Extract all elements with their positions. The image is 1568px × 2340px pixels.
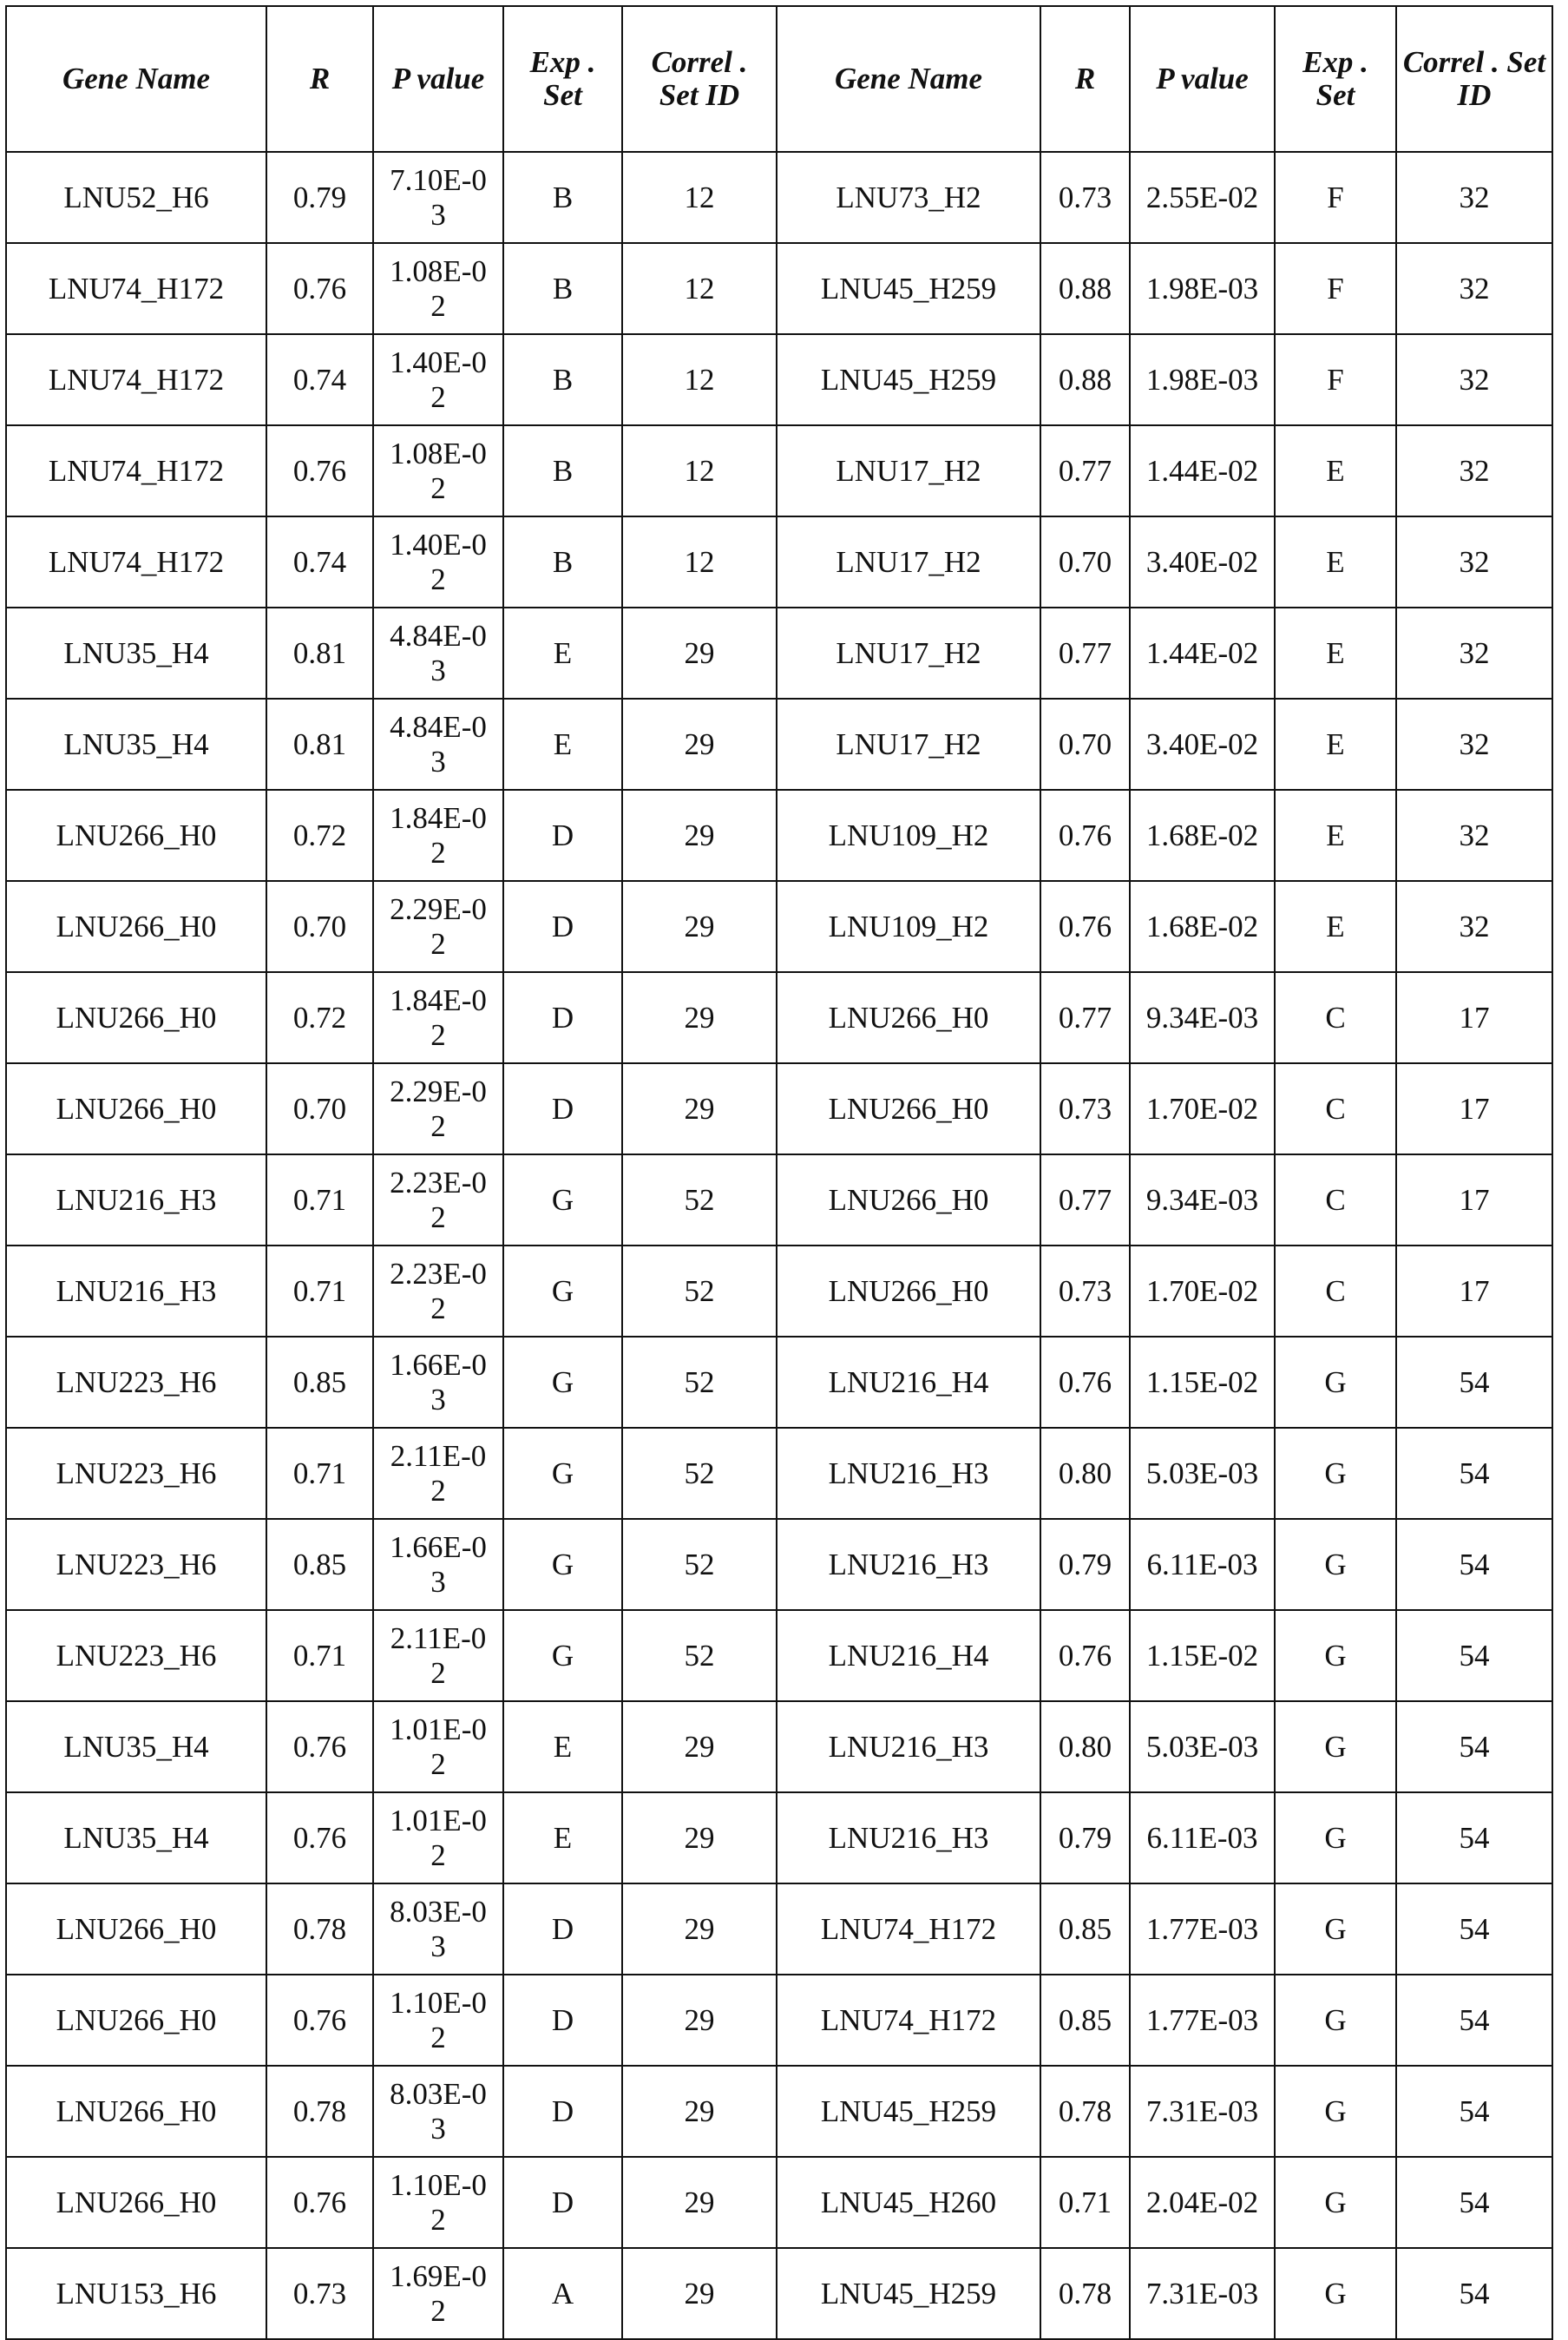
cell-p-value: 1.77E-03: [1130, 1883, 1275, 1975]
cell-exp-set: D: [503, 2157, 622, 2248]
cell-r-value: 0.76: [1040, 1610, 1130, 1701]
table-row: [6, 152, 1552, 243]
table-row: [6, 790, 1552, 881]
cell-exp-set: E: [503, 1792, 622, 1883]
cell-gene-name: LNU216_H3: [777, 1428, 1040, 1519]
cell-exp-set: C: [1275, 1154, 1396, 1246]
cell-p-value: 2.23E-02: [373, 1246, 503, 1337]
cell-correl-set-id: 52: [622, 1246, 777, 1337]
cell-r-value: 0.71: [1040, 2157, 1130, 2248]
header-r-value: R: [266, 6, 373, 152]
cell-p-value: 1.70E-02: [1130, 1246, 1275, 1337]
cell-correl-set-id: 32: [1396, 699, 1552, 790]
cell-r-value: 0.88: [1040, 243, 1130, 334]
cell-p-value: 9.34E-03: [1130, 1154, 1275, 1246]
cell-p-value: 1.44E-02: [1130, 425, 1275, 516]
header-exp-set: Exp . Set: [1275, 6, 1396, 152]
cell-r-value: 0.78: [1040, 2066, 1130, 2157]
cell-gene-name: LNU17_H2: [777, 425, 1040, 516]
header-p-value: P value: [1130, 6, 1275, 152]
cell-gene-name: LNU74_H172: [6, 334, 266, 425]
table-row: [6, 425, 1552, 516]
cell-r-value: 0.85: [1040, 1883, 1130, 1975]
header-exp-set: Exp . Set: [503, 6, 622, 152]
cell-correl-set-id: 17: [1396, 972, 1552, 1063]
cell-r-value: 0.88: [1040, 334, 1130, 425]
cell-p-value: 2.23E-02: [373, 1154, 503, 1246]
cell-exp-set: G: [1275, 2157, 1396, 2248]
cell-p-value: 2.29E-02: [373, 881, 503, 972]
cell-exp-set: B: [503, 152, 622, 243]
cell-r-value: 0.71: [266, 1154, 373, 1246]
cell-correl-set-id: 17: [1396, 1063, 1552, 1154]
table-row: [6, 1883, 1552, 1975]
table-row: [6, 1701, 1552, 1792]
cell-r-value: 0.76: [266, 243, 373, 334]
cell-r-value: 0.76: [1040, 790, 1130, 881]
cell-gene-name: LNU266_H0: [6, 790, 266, 881]
cell-p-value: 2.11E-02: [373, 1610, 503, 1701]
cell-gene-name: LNU216_H4: [777, 1337, 1040, 1428]
cell-exp-set: E: [503, 1701, 622, 1792]
cell-gene-name: LNU153_H6: [6, 2248, 266, 2339]
cell-gene-name: LNU266_H0: [777, 972, 1040, 1063]
gene-correlation-table: [5, 5, 1553, 2340]
table-row: [6, 1519, 1552, 1610]
cell-r-value: 0.81: [266, 699, 373, 790]
cell-r-value: 0.78: [266, 2066, 373, 2157]
cell-p-value: 5.03E-03: [1130, 1428, 1275, 1519]
cell-r-value: 0.77: [1040, 1154, 1130, 1246]
cell-r-value: 0.71: [266, 1610, 373, 1701]
cell-r-value: 0.77: [1040, 425, 1130, 516]
cell-p-value: 1.15E-02: [1130, 1610, 1275, 1701]
cell-exp-set: B: [503, 516, 622, 608]
cell-p-value: 1.66E-03: [373, 1337, 503, 1428]
cell-r-value: 0.76: [266, 1975, 373, 2066]
cell-r-value: 0.70: [1040, 516, 1130, 608]
cell-p-value: 1.08E-02: [373, 243, 503, 334]
cell-r-value: 0.76: [266, 2157, 373, 2248]
cell-exp-set: G: [1275, 1337, 1396, 1428]
cell-p-value: 1.84E-02: [373, 790, 503, 881]
cell-correl-set-id: 54: [1396, 1519, 1552, 1610]
cell-gene-name: LNU266_H0: [777, 1063, 1040, 1154]
cell-gene-name: LNU74_H172: [777, 1975, 1040, 2066]
cell-correl-set-id: 32: [1396, 152, 1552, 243]
cell-exp-set: G: [1275, 2248, 1396, 2339]
cell-gene-name: LNU266_H0: [6, 1975, 266, 2066]
table-row: [6, 881, 1552, 972]
cell-exp-set: D: [503, 1063, 622, 1154]
header-correl-set-id: Correl . Set ID: [622, 6, 777, 152]
table-row: [6, 2066, 1552, 2157]
cell-gene-name: LNU73_H2: [777, 152, 1040, 243]
cell-r-value: 0.70: [1040, 699, 1130, 790]
cell-exp-set: G: [1275, 1428, 1396, 1519]
cell-p-value: 5.03E-03: [1130, 1701, 1275, 1792]
cell-p-value: 2.55E-02: [1130, 152, 1275, 243]
cell-exp-set: F: [1275, 334, 1396, 425]
cell-r-value: 0.76: [266, 1792, 373, 1883]
cell-gene-name: LNU223_H6: [6, 1428, 266, 1519]
cell-correl-set-id: 29: [622, 1883, 777, 1975]
cell-gene-name: LNU223_H6: [6, 1519, 266, 1610]
table-row: [6, 2157, 1552, 2248]
cell-correl-set-id: 32: [1396, 790, 1552, 881]
cell-r-value: 0.79: [1040, 1519, 1130, 1610]
cell-exp-set: G: [503, 1610, 622, 1701]
cell-gene-name: LNU266_H0: [6, 881, 266, 972]
cell-correl-set-id: 32: [1396, 425, 1552, 516]
cell-r-value: 0.73: [1040, 1246, 1130, 1337]
cell-exp-set: D: [503, 1975, 622, 2066]
table-row: [6, 1428, 1552, 1519]
cell-p-value: 1.01E-02: [373, 1792, 503, 1883]
cell-p-value: 1.40E-02: [373, 516, 503, 608]
cell-p-value: 7.10E-03: [373, 152, 503, 243]
cell-exp-set: G: [503, 1246, 622, 1337]
cell-exp-set: D: [503, 2066, 622, 2157]
cell-exp-set: E: [503, 699, 622, 790]
cell-gene-name: LNU74_H172: [6, 243, 266, 334]
cell-r-value: 0.80: [1040, 1701, 1130, 1792]
cell-gene-name: LNU45_H259: [777, 243, 1040, 334]
cell-exp-set: D: [503, 881, 622, 972]
cell-r-value: 0.78: [266, 1883, 373, 1975]
cell-correl-set-id: 32: [1396, 881, 1552, 972]
table-row: [6, 1792, 1552, 1883]
cell-correl-set-id: 12: [622, 243, 777, 334]
cell-gene-name: LNU266_H0: [6, 972, 266, 1063]
table-row: [6, 1154, 1552, 1246]
cell-correl-set-id: 52: [622, 1428, 777, 1519]
cell-gene-name: LNU74_H172: [777, 1883, 1040, 1975]
cell-p-value: 4.84E-03: [373, 608, 503, 699]
cell-correl-set-id: 17: [1396, 1154, 1552, 1246]
cell-r-value: 0.77: [1040, 972, 1130, 1063]
cell-exp-set: A: [503, 2248, 622, 2339]
cell-r-value: 0.80: [1040, 1428, 1130, 1519]
cell-correl-set-id: 29: [622, 1792, 777, 1883]
cell-exp-set: D: [503, 972, 622, 1063]
cell-r-value: 0.74: [266, 516, 373, 608]
cell-correl-set-id: 12: [622, 425, 777, 516]
cell-gene-name: LNU216_H3: [777, 1701, 1040, 1792]
cell-correl-set-id: 29: [622, 790, 777, 881]
cell-exp-set: F: [1275, 152, 1396, 243]
table-row: [6, 699, 1552, 790]
cell-gene-name: LNU45_H260: [777, 2157, 1040, 2248]
table-row: [6, 1063, 1552, 1154]
table-row: [6, 1337, 1552, 1428]
cell-gene-name: LNU45_H259: [777, 2248, 1040, 2339]
table-row: [6, 1975, 1552, 2066]
cell-p-value: 2.11E-02: [373, 1428, 503, 1519]
cell-r-value: 0.85: [266, 1337, 373, 1428]
cell-gene-name: LNU45_H259: [777, 2066, 1040, 2157]
cell-correl-set-id: 52: [622, 1337, 777, 1428]
cell-exp-set: B: [503, 425, 622, 516]
cell-r-value: 0.72: [266, 972, 373, 1063]
cell-correl-set-id: 12: [622, 516, 777, 608]
cell-gene-name: LNU223_H6: [6, 1610, 266, 1701]
cell-gene-name: LNU216_H3: [6, 1154, 266, 1246]
cell-p-value: 9.34E-03: [1130, 972, 1275, 1063]
cell-exp-set: E: [1275, 699, 1396, 790]
cell-gene-name: LNU45_H259: [777, 334, 1040, 425]
cell-exp-set: E: [1275, 881, 1396, 972]
table-row: [6, 243, 1552, 334]
cell-correl-set-id: 54: [1396, 1792, 1552, 1883]
cell-gene-name: LNU223_H6: [6, 1337, 266, 1428]
cell-p-value: 4.84E-03: [373, 699, 503, 790]
cell-r-value: 0.76: [1040, 881, 1130, 972]
cell-correl-set-id: 54: [1396, 1883, 1552, 1975]
cell-gene-name: LNU216_H3: [777, 1792, 1040, 1883]
header-gene-name: Gene Name: [6, 6, 266, 152]
cell-p-value: 6.11E-03: [1130, 1792, 1275, 1883]
cell-correl-set-id: 54: [1396, 1610, 1552, 1701]
cell-exp-set: D: [503, 1883, 622, 1975]
cell-r-value: 0.77: [1040, 608, 1130, 699]
cell-r-value: 0.76: [266, 1701, 373, 1792]
cell-gene-name: LNU109_H2: [777, 881, 1040, 972]
table-row: [6, 608, 1552, 699]
cell-correl-set-id: 32: [1396, 516, 1552, 608]
cell-exp-set: G: [1275, 1792, 1396, 1883]
cell-correl-set-id: 54: [1396, 1337, 1552, 1428]
cell-exp-set: G: [503, 1154, 622, 1246]
cell-exp-set: C: [1275, 972, 1396, 1063]
cell-p-value: 1.84E-02: [373, 972, 503, 1063]
cell-r-value: 0.79: [1040, 1792, 1130, 1883]
header-p-value: P value: [373, 6, 503, 152]
cell-p-value: 2.29E-02: [373, 1063, 503, 1154]
cell-exp-set: G: [1275, 1701, 1396, 1792]
cell-exp-set: G: [1275, 1610, 1396, 1701]
cell-gene-name: LNU17_H2: [777, 699, 1040, 790]
table-row: [6, 972, 1552, 1063]
cell-r-value: 0.81: [266, 608, 373, 699]
cell-correl-set-id: 29: [622, 1063, 777, 1154]
cell-exp-set: E: [1275, 608, 1396, 699]
cell-exp-set: D: [503, 790, 622, 881]
cell-r-value: 0.79: [266, 152, 373, 243]
cell-exp-set: E: [1275, 790, 1396, 881]
cell-exp-set: C: [1275, 1246, 1396, 1337]
cell-correl-set-id: 29: [622, 2157, 777, 2248]
cell-correl-set-id: 29: [622, 699, 777, 790]
cell-p-value: 1.10E-02: [373, 2157, 503, 2248]
cell-exp-set: G: [503, 1519, 622, 1610]
cell-gene-name: LNU17_H2: [777, 516, 1040, 608]
cell-correl-set-id: 54: [1396, 2066, 1552, 2157]
cell-exp-set: B: [503, 334, 622, 425]
cell-r-value: 0.76: [266, 425, 373, 516]
cell-gene-name: LNU74_H172: [6, 425, 266, 516]
cell-gene-name: LNU266_H0: [6, 2157, 266, 2248]
cell-correl-set-id: 32: [1396, 608, 1552, 699]
cell-gene-name: LNU216_H3: [6, 1246, 266, 1337]
cell-gene-name: LNU17_H2: [777, 608, 1040, 699]
cell-exp-set: G: [1275, 1519, 1396, 1610]
cell-p-value: 1.01E-02: [373, 1701, 503, 1792]
cell-r-value: 0.76: [1040, 1337, 1130, 1428]
cell-p-value: 1.69E-02: [373, 2248, 503, 2339]
cell-gene-name: LNU52_H6: [6, 152, 266, 243]
cell-exp-set: C: [1275, 1063, 1396, 1154]
cell-correl-set-id: 54: [1396, 1701, 1552, 1792]
cell-correl-set-id: 29: [622, 881, 777, 972]
cell-correl-set-id: 54: [1396, 2248, 1552, 2339]
cell-exp-set: E: [503, 608, 622, 699]
table-row: [6, 2248, 1552, 2339]
cell-exp-set: G: [1275, 2066, 1396, 2157]
cell-gene-name: LNU74_H172: [6, 516, 266, 608]
cell-p-value: 1.66E-03: [373, 1519, 503, 1610]
table-row: [6, 334, 1552, 425]
cell-r-value: 0.73: [1040, 152, 1130, 243]
cell-gene-name: LNU35_H4: [6, 608, 266, 699]
cell-r-value: 0.72: [266, 790, 373, 881]
cell-p-value: 1.15E-02: [1130, 1337, 1275, 1428]
cell-exp-set: G: [503, 1337, 622, 1428]
cell-correl-set-id: 54: [1396, 2157, 1552, 2248]
cell-p-value: 1.98E-03: [1130, 243, 1275, 334]
cell-r-value: 0.74: [266, 334, 373, 425]
cell-correl-set-id: 12: [622, 334, 777, 425]
cell-exp-set: E: [1275, 425, 1396, 516]
table-row: [6, 516, 1552, 608]
cell-p-value: 8.03E-03: [373, 1883, 503, 1975]
cell-p-value: 1.68E-02: [1130, 790, 1275, 881]
cell-gene-name: LNU216_H4: [777, 1610, 1040, 1701]
cell-r-value: 0.78: [1040, 2248, 1130, 2339]
cell-exp-set: G: [503, 1428, 622, 1519]
cell-gene-name: LNU266_H0: [6, 2066, 266, 2157]
cell-correl-set-id: 29: [622, 608, 777, 699]
cell-r-value: 0.85: [1040, 1975, 1130, 2066]
table-row: [6, 1610, 1552, 1701]
cell-exp-set: E: [1275, 516, 1396, 608]
cell-p-value: 7.31E-03: [1130, 2066, 1275, 2157]
cell-r-value: 0.70: [266, 1063, 373, 1154]
cell-exp-set: B: [503, 243, 622, 334]
cell-correl-set-id: 29: [622, 1701, 777, 1792]
cell-correl-set-id: 52: [622, 1154, 777, 1246]
cell-p-value: 1.98E-03: [1130, 334, 1275, 425]
cell-correl-set-id: 29: [622, 2248, 777, 2339]
header-r-value: R: [1040, 6, 1130, 152]
cell-correl-set-id: 54: [1396, 1975, 1552, 2066]
cell-r-value: 0.73: [1040, 1063, 1130, 1154]
cell-gene-name: LNU266_H0: [777, 1246, 1040, 1337]
cell-correl-set-id: 32: [1396, 243, 1552, 334]
cell-p-value: 1.77E-03: [1130, 1975, 1275, 2066]
cell-p-value: 1.68E-02: [1130, 881, 1275, 972]
cell-p-value: 1.10E-02: [373, 1975, 503, 2066]
cell-gene-name: LNU35_H4: [6, 699, 266, 790]
cell-correl-set-id: 52: [622, 1610, 777, 1701]
cell-correl-set-id: 29: [622, 972, 777, 1063]
cell-p-value: 1.08E-02: [373, 425, 503, 516]
cell-gene-name: LNU266_H0: [6, 1063, 266, 1154]
cell-correl-set-id: 54: [1396, 1428, 1552, 1519]
cell-r-value: 0.73: [266, 2248, 373, 2339]
cell-gene-name: LNU266_H0: [777, 1154, 1040, 1246]
cell-exp-set: G: [1275, 1883, 1396, 1975]
cell-exp-set: F: [1275, 243, 1396, 334]
cell-p-value: 3.40E-02: [1130, 516, 1275, 608]
header-correl-set-id: Correl . Set ID: [1396, 6, 1552, 152]
header-row: [6, 6, 1552, 152]
cell-gene-name: LNU35_H4: [6, 1792, 266, 1883]
cell-correl-set-id: 32: [1396, 334, 1552, 425]
cell-correl-set-id: 29: [622, 1975, 777, 2066]
cell-p-value: 6.11E-03: [1130, 1519, 1275, 1610]
cell-p-value: 2.04E-02: [1130, 2157, 1275, 2248]
cell-p-value: 8.03E-03: [373, 2066, 503, 2157]
cell-correl-set-id: 12: [622, 152, 777, 243]
cell-p-value: 1.70E-02: [1130, 1063, 1275, 1154]
cell-r-value: 0.70: [266, 881, 373, 972]
cell-p-value: 7.31E-03: [1130, 2248, 1275, 2339]
cell-correl-set-id: 29: [622, 2066, 777, 2157]
cell-gene-name: LNU109_H2: [777, 790, 1040, 881]
cell-gene-name: LNU216_H3: [777, 1519, 1040, 1610]
cell-r-value: 0.71: [266, 1428, 373, 1519]
cell-p-value: 3.40E-02: [1130, 699, 1275, 790]
cell-exp-set: G: [1275, 1975, 1396, 2066]
cell-gene-name: LNU266_H0: [6, 1883, 266, 1975]
cell-r-value: 0.85: [266, 1519, 373, 1610]
cell-correl-set-id: 52: [622, 1519, 777, 1610]
cell-p-value: 1.44E-02: [1130, 608, 1275, 699]
table-row: [6, 1246, 1552, 1337]
header-gene-name: Gene Name: [777, 6, 1040, 152]
cell-p-value: 1.40E-02: [373, 334, 503, 425]
cell-correl-set-id: 17: [1396, 1246, 1552, 1337]
cell-gene-name: LNU35_H4: [6, 1701, 266, 1792]
cell-r-value: 0.71: [266, 1246, 373, 1337]
